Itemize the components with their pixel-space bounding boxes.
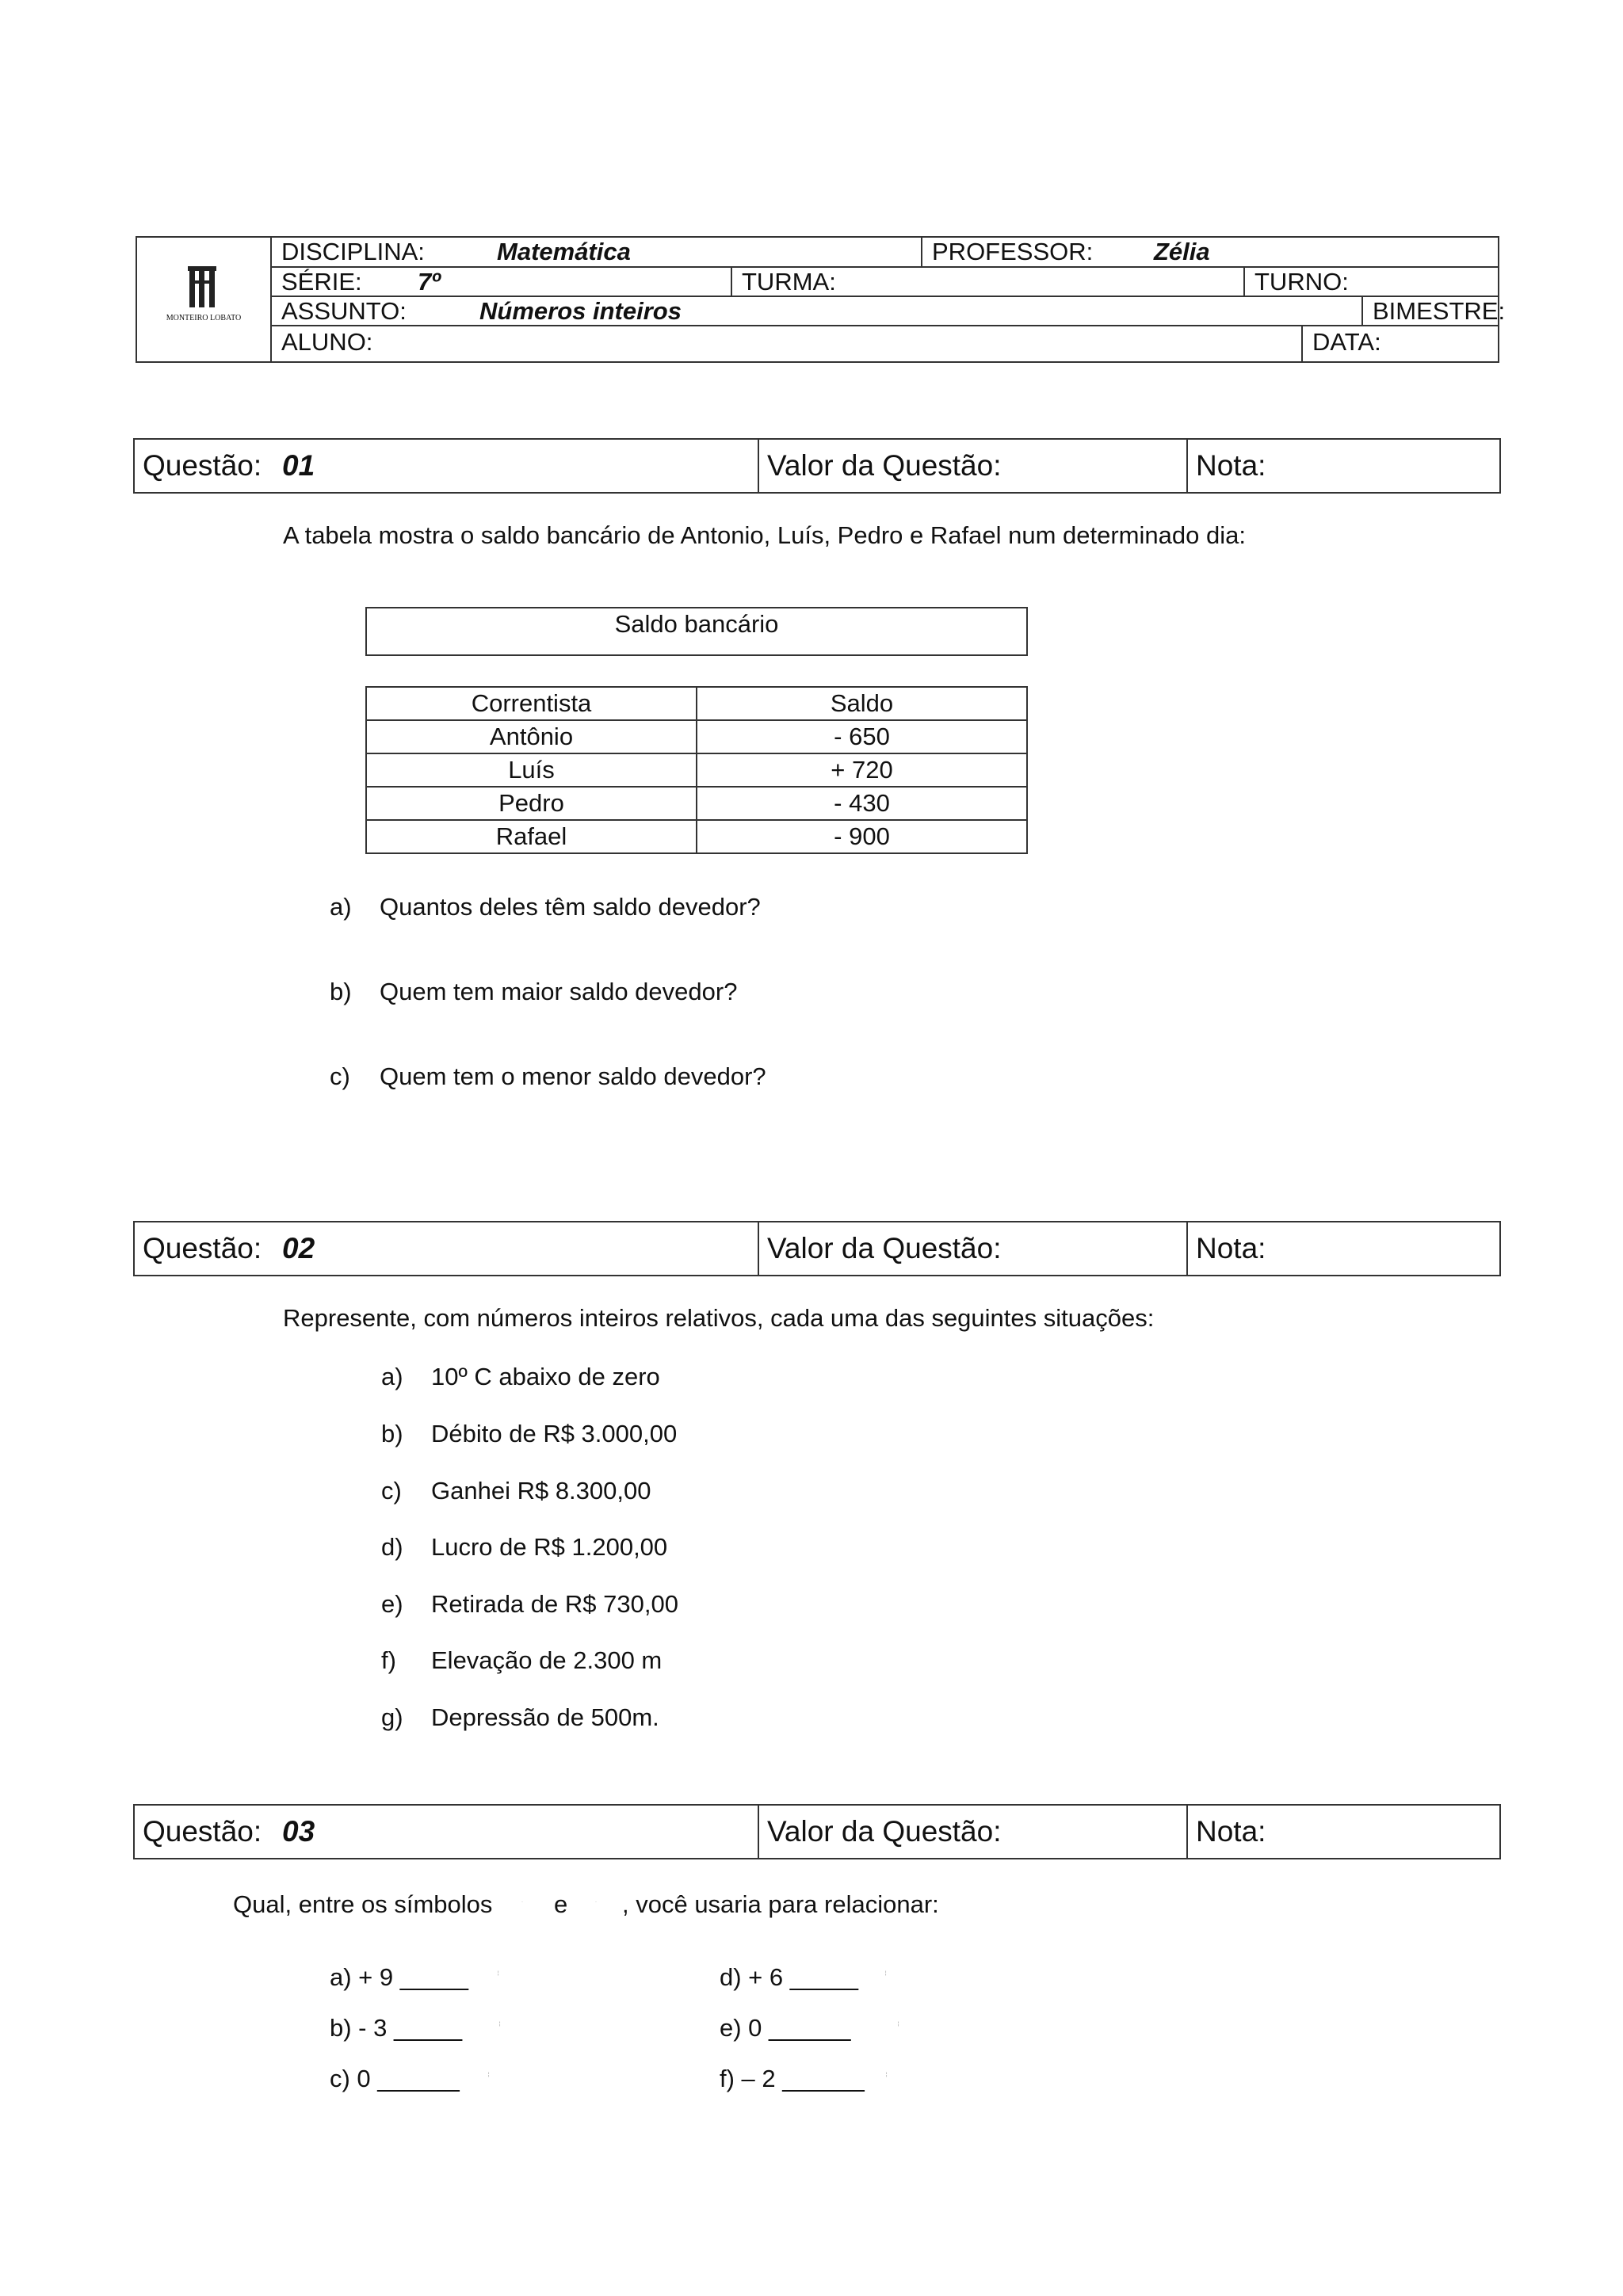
- q2-item-letter: f): [381, 1646, 396, 1674]
- q2-item-text: Depressão de 500m.: [431, 1703, 659, 1731]
- table-row: [366, 787, 1027, 820]
- table-header-row: [366, 687, 1027, 720]
- aluno-label: ALUNO:: [281, 328, 373, 356]
- symbol-placeholder-icon: ·: [595, 1900, 597, 1905]
- col-header-correntista: Correntista: [366, 687, 697, 720]
- symbol-placeholder-icon: ¦: [499, 2022, 501, 2027]
- questao-label: Questão:: [143, 1232, 262, 1264]
- q2-item-text: Ganhei R$ 8.300,00: [431, 1477, 651, 1505]
- nota-label: Nota:: [1186, 1222, 1266, 1275]
- professor-value: Zélia: [1154, 238, 1210, 265]
- cell-name: Luís: [366, 753, 697, 787]
- symbol-placeholder-icon: ¦: [886, 2073, 888, 2077]
- cell-saldo: - 900: [697, 820, 1027, 853]
- cell-saldo: - 650: [697, 720, 1027, 753]
- symbol-placeholder-icon: ¦: [898, 2022, 899, 2027]
- q3-right-item: e) 0 ______: [720, 2014, 851, 2042]
- q3-right-item: d) + 6 _____: [720, 1963, 858, 1991]
- header-block: [136, 236, 1506, 363]
- cell-name: Pedro: [366, 787, 697, 820]
- question-02-bar: [133, 1221, 1501, 1276]
- q2-item-letter: d): [381, 1533, 403, 1561]
- serie-label: SÉRIE:: [281, 268, 362, 296]
- q3-left-item: c) 0 ______: [330, 2065, 460, 2092]
- school-logo: [137, 238, 272, 361]
- saldo-table-title: Saldo bancário: [365, 607, 1028, 656]
- q3-right-item: f) – 2 ______: [720, 2065, 865, 2092]
- logo-icon: [186, 265, 218, 309]
- q2-item-text: 10º C abaixo de zero: [431, 1363, 660, 1390]
- valor-label: Valor da Questão:: [758, 440, 1002, 492]
- cell-saldo: - 430: [697, 787, 1027, 820]
- header-row-serie: [272, 268, 1498, 297]
- cell-name: Rafael: [366, 820, 697, 853]
- q3-left-item: a) + 9 _____: [330, 1963, 468, 1991]
- professor-label: PROFESSOR:: [921, 238, 1093, 266]
- table-row: [366, 720, 1027, 753]
- q1-item-letter: b): [330, 978, 352, 1005]
- q1-item-letter: c): [330, 1062, 350, 1090]
- assunto-label: ASSUNTO:: [281, 297, 407, 325]
- saldo-table: [365, 686, 1028, 854]
- nota-label: Nota:: [1186, 440, 1266, 492]
- question-01-bar: [133, 438, 1501, 494]
- q1-item-letter: a): [330, 893, 352, 921]
- data-label: DATA:: [1301, 326, 1381, 361]
- question-03-bar: [133, 1804, 1501, 1859]
- turno-label: TURNO:: [1243, 268, 1349, 296]
- q2-item-letter: a): [381, 1363, 403, 1390]
- q3-left-item: b) - 3 _____: [330, 2014, 463, 2042]
- valor-label: Valor da Questão:: [758, 1806, 1002, 1858]
- col-header-saldo: Saldo: [697, 687, 1027, 720]
- serie-value: 7º: [418, 268, 441, 296]
- q2-item-letter: e): [381, 1590, 403, 1618]
- table-row: [366, 753, 1027, 787]
- header-row-aluno: [272, 326, 1498, 361]
- symbol-placeholder-icon: ¦: [885, 1971, 887, 1976]
- logo-text: MONTEIRO LOBATO: [166, 314, 242, 322]
- q2-item-text: Lucro de R$ 1.200,00: [431, 1533, 668, 1561]
- valor-label: Valor da Questão:: [758, 1222, 1002, 1275]
- q2-item-letter: c): [381, 1477, 402, 1505]
- question-number: 01: [282, 449, 315, 482]
- q1-item-text: Quem tem maior saldo devedor?: [380, 978, 738, 1005]
- q1-item-text: Quantos deles têm saldo devedor?: [380, 893, 761, 921]
- questao-label: Questão:: [143, 449, 262, 482]
- cell-saldo: + 720: [697, 753, 1027, 787]
- assunto-value: Números inteiros: [479, 297, 682, 325]
- q3-intro-start: Qual, entre os símbolos: [233, 1890, 493, 1918]
- bimestre-label: BIMESTRE:: [1361, 297, 1505, 325]
- q1-item-text: Quem tem o menor saldo devedor?: [380, 1062, 766, 1090]
- header-row-assunto: [272, 297, 1506, 326]
- q2-item-text: Débito de R$ 3.000,00: [431, 1420, 678, 1447]
- disciplina-value: Matemática: [497, 238, 631, 265]
- cell-name: Antônio: [366, 720, 697, 753]
- symbol-placeholder-icon: ¦: [498, 1971, 499, 1976]
- turma-label: TURMA:: [731, 268, 836, 296]
- q3-intro-end: , você usaria para relacionar:: [622, 1890, 939, 1918]
- question-number: 02: [282, 1232, 315, 1264]
- q2-item-text: Retirada de R$ 730,00: [431, 1590, 678, 1618]
- questao-label: Questão:: [143, 1815, 262, 1848]
- header-row-disciplina: [272, 238, 1498, 268]
- q2-intro: Represente, com números inteiros relativos, cada uma das seguintes situações:: [283, 1304, 1155, 1332]
- q2-item-text: Elevação de 2.300 m: [431, 1646, 663, 1674]
- disciplina-label: DISCIPLINA:: [281, 238, 425, 265]
- question-number: 03: [282, 1815, 315, 1848]
- q1-intro: A tabela mostra o saldo bancário de Antonio, Luís, Pedro e Rafael num determinado dia:: [283, 521, 1246, 549]
- q2-item-letter: b): [381, 1420, 403, 1447]
- nota-label: Nota:: [1186, 1806, 1266, 1858]
- q2-item-letter: g): [381, 1703, 403, 1731]
- symbol-placeholder-icon: ·: [521, 1900, 523, 1905]
- q3-intro-e: e: [554, 1890, 568, 1918]
- symbol-placeholder-icon: ¦: [488, 2073, 490, 2077]
- table-row: [366, 820, 1027, 853]
